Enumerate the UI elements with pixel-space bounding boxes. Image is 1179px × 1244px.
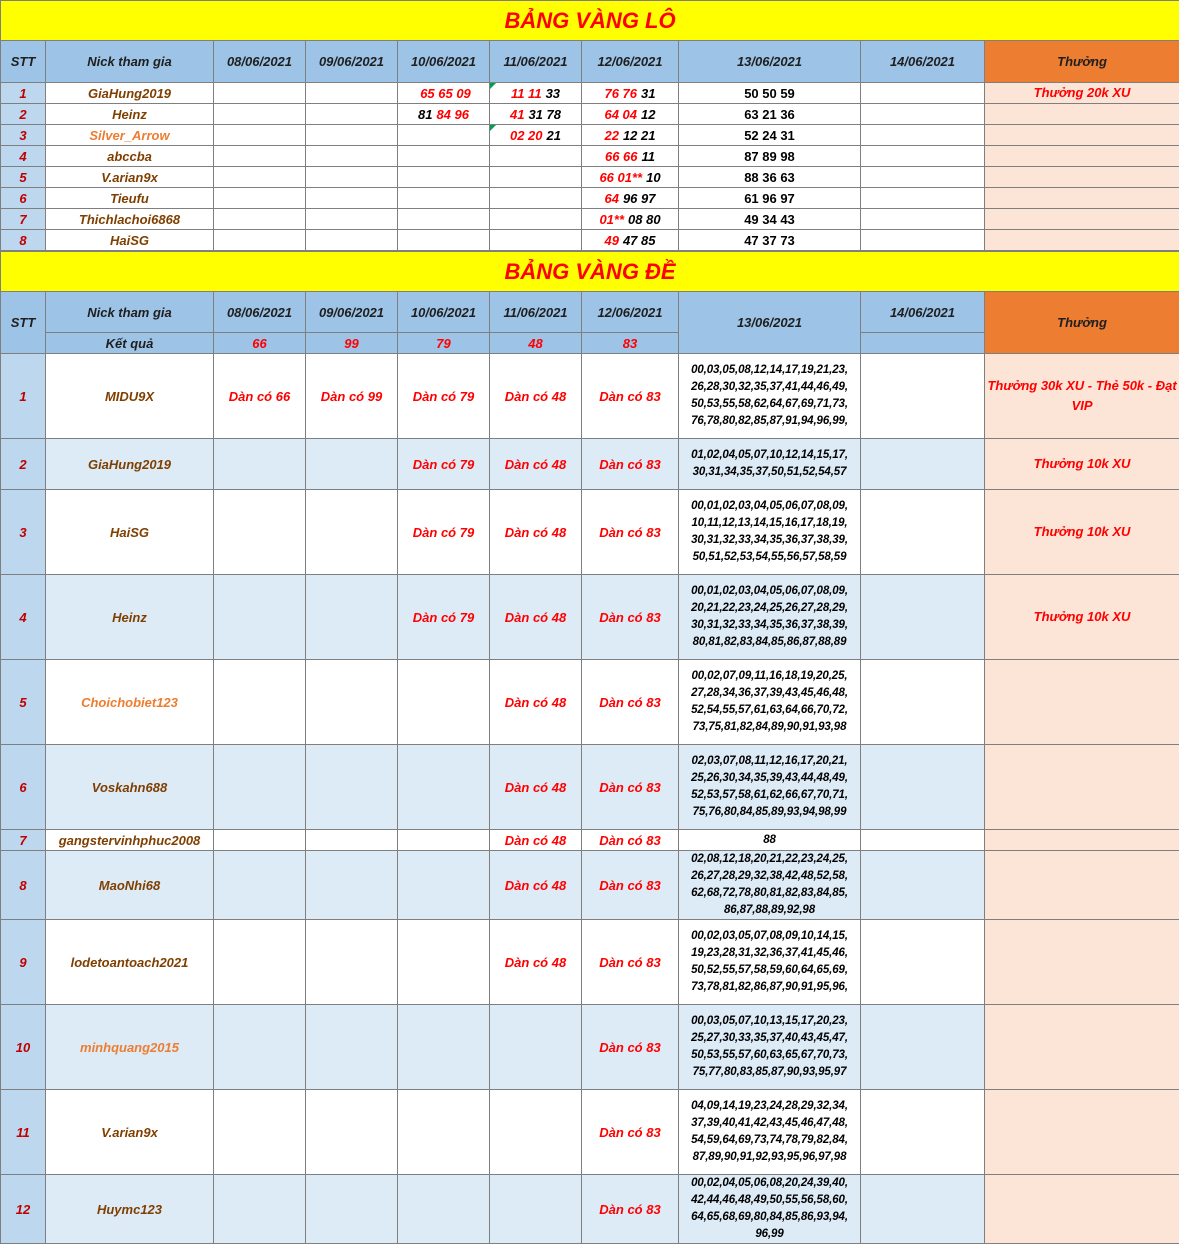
day-cell [490,146,582,167]
day-cell [861,439,985,490]
day-cell [306,104,398,125]
day-cell [582,83,679,104]
result-value: 99 [306,333,398,354]
row-number: 3 [1,490,46,575]
lo-row [1,104,1179,125]
lo-row [1,83,1179,104]
header-nick: Nick tham gia [46,41,214,83]
prize-cell [985,1005,1179,1090]
day-cell [214,745,306,830]
prize-cell: Thưởng 20k XU [985,83,1179,104]
row-number: 6 [1,188,46,209]
day-cell: Dàn có 48 [490,354,582,439]
de-header-row [1,292,1179,333]
number-red: 76 76 [604,86,637,101]
header-date: 12/06/2021 [582,292,679,333]
day-cell [306,851,398,920]
prize-cell [985,125,1179,146]
day-cell: Dàn có 83 [582,1005,679,1090]
result-empty [861,333,985,354]
day-cell: 49 34 43 [679,209,861,230]
day-cell [214,146,306,167]
day-cell: Dàn có 83 [582,575,679,660]
header-prize: Thưởng [985,292,1179,354]
nick-name: GiaHung2019 [46,439,214,490]
day-cell [214,1005,306,1090]
result-value: 83 [582,333,679,354]
day-cell [398,125,490,146]
day-cell [214,439,306,490]
header-date: 14/06/2021 [861,41,985,83]
prize-cell [985,920,1179,1005]
row-number: 4 [1,146,46,167]
row-number: 8 [1,851,46,920]
nick-name: abccba [46,146,214,167]
day-cell [398,167,490,188]
number-black: 81 [418,107,432,122]
day-cell [398,104,490,125]
row-number: 6 [1,745,46,830]
day-cell: Dàn có 83 [582,745,679,830]
row-number: 2 [1,104,46,125]
day-cell [582,167,679,188]
header-prize: Thưởng [985,41,1179,83]
header-date: 08/06/2021 [214,292,306,333]
day-cell: Dàn có 79 [398,575,490,660]
nick-name: V.arian9x [46,1090,214,1175]
day-cell [214,1090,306,1175]
day-cell [306,660,398,745]
nick-name: Heinz [46,575,214,660]
day-cell: Dàn có 83 [582,1090,679,1175]
number-list: 00,02,07,09,11,16,18,19,20,25, 27,28,34,36,37,39,43,45,46,48, 52,54,55,57,61,63,64,66,70,72, 73,75,81,82,84,89,90,91,93,98 [679,660,861,745]
day-cell [398,146,490,167]
day-cell [306,188,398,209]
day-cell [490,209,582,230]
lo-row [1,125,1179,146]
number-black: 31 78 [528,107,561,122]
day-cell [490,125,582,146]
nick-name: minhquang2015 [46,1005,214,1090]
number-black: 12 [641,107,655,122]
day-cell: Dàn có 83 [582,490,679,575]
number-red: 66 66 [605,149,638,164]
de-row [1,830,1179,851]
day-cell [306,575,398,660]
de-row [1,1090,1179,1175]
day-cell [490,230,582,251]
nick-name: HaiSG [46,230,214,251]
header-date: 11/06/2021 [490,41,582,83]
number-list: 01,02,04,05,07,10,12,14,15,17, 30,31,34,35,37,50,51,52,54,57 [679,439,861,490]
day-cell [306,146,398,167]
de-row [1,575,1179,660]
number-black: 11 [642,149,656,164]
day-cell [861,209,985,230]
de-row [1,660,1179,745]
header-date: 10/06/2021 [398,292,490,333]
day-cell [861,745,985,830]
row-number: 8 [1,230,46,251]
lo-row [1,146,1179,167]
header-date: 14/06/2021 [861,292,985,333]
header-date: 08/06/2021 [214,41,306,83]
day-cell [398,745,490,830]
row-number: 12 [1,1175,46,1244]
number-red: 66 01** [599,170,642,185]
day-cell: Dàn có 83 [582,851,679,920]
day-cell [306,490,398,575]
lo-row [1,188,1179,209]
nick-name: Thichlachoi6868 [46,209,214,230]
day-cell [582,209,679,230]
day-cell: Dàn có 79 [398,490,490,575]
number-red: 11 11 [511,86,542,101]
day-cell [398,1175,490,1244]
day-cell [861,104,985,125]
day-cell: Dàn có 83 [582,830,679,851]
header-date: 09/06/2021 [306,41,398,83]
number-red: 65 65 09 [420,86,471,101]
result-value: 66 [214,333,306,354]
day-cell [306,167,398,188]
header-date: 11/06/2021 [490,292,582,333]
number-red: 22 [604,128,618,143]
number-list: 88 [679,830,861,851]
day-cell [214,209,306,230]
row-number: 10 [1,1005,46,1090]
number-black: 10 [646,170,660,185]
day-cell [861,1005,985,1090]
number-black: 31 [641,86,655,101]
number-list: 04,09,14,19,23,24,28,29,32,34, 37,39,40,41,42,43,45,46,47,48, 54,59,64,69,73,74,78,79,82,84, 87,89,90,91,92,93,95,96,97,98 [679,1090,861,1175]
day-cell: Dàn có 48 [490,920,582,1005]
nick-name: Heinz [46,104,214,125]
result-value: 79 [398,333,490,354]
day-cell [490,1005,582,1090]
header-date: 13/06/2021 [679,41,861,83]
day-cell [306,230,398,251]
day-cell [214,1175,306,1244]
day-cell [861,188,985,209]
nick-name: Tieufu [46,188,214,209]
day-cell [861,660,985,745]
day-cell [398,851,490,920]
day-cell [398,1090,490,1175]
day-cell: Dàn có 48 [490,745,582,830]
day-cell [214,188,306,209]
nick-name: V.arian9x [46,167,214,188]
day-cell [490,104,582,125]
day-cell [306,439,398,490]
row-number: 2 [1,439,46,490]
number-list: 00,01,02,03,04,05,06,07,08,09, 20,21,22,23,24,25,26,27,28,29, 30,31,32,33,34,35,36,37,38,39, 80,81,82,83,84,85,86,87,88,89 [679,575,861,660]
day-cell: Dàn có 79 [398,354,490,439]
day-cell [214,851,306,920]
day-cell [861,354,985,439]
day-cell [861,230,985,251]
result-value: 48 [490,333,582,354]
number-red: 64 [604,191,618,206]
day-cell: 87 89 98 [679,146,861,167]
day-cell [582,146,679,167]
day-cell [214,104,306,125]
number-black: 12 21 [623,128,656,143]
day-cell [214,575,306,660]
day-cell: 50 50 59 [679,83,861,104]
number-list: 00,01,02,03,04,05,06,07,08,09, 10,11,12,13,14,15,16,17,18,19, 30,31,32,33,34,35,36,37,38,39, 50,51,52,53,54,55,56,57,58,59 [679,490,861,575]
row-number: 7 [1,830,46,851]
number-list: 00,02,04,05,06,08,20,24,39,40, 42,44,46,48,49,50,55,56,58,60, 64,65,68,69,80,84,85,86,93,94, 96,99 [679,1175,861,1244]
day-cell [861,920,985,1005]
day-cell [398,83,490,104]
row-number: 5 [1,660,46,745]
day-cell [214,167,306,188]
day-cell [861,125,985,146]
day-cell [306,125,398,146]
day-cell [306,1005,398,1090]
day-cell: Dàn có 66 [214,354,306,439]
day-cell: Dàn có 99 [306,354,398,439]
de-row [1,920,1179,1005]
day-cell [582,104,679,125]
day-cell [214,660,306,745]
nick-name: MIDU9X [46,354,214,439]
day-cell [861,146,985,167]
de-row [1,851,1179,920]
number-list: 02,03,07,08,11,12,16,17,20,21, 25,26,30,34,35,39,43,44,48,49, 52,53,57,58,61,62,66,67,70,71, 75,76,80,84,85,89,93,94,98,99 [679,745,861,830]
day-cell [861,167,985,188]
day-cell [306,745,398,830]
de-row [1,745,1179,830]
lo-row [1,167,1179,188]
number-list: 00,03,05,07,10,13,15,17,20,23, 25,27,30,33,35,37,40,43,45,47, 50,53,55,57,60,63,65,67,70,73, 75,77,80,83,85,87,90,93,95,97 [679,1005,861,1090]
prize-cell [985,660,1179,745]
de-title: BẢNG VÀNG ĐỀ [1,252,1179,292]
day-cell [306,83,398,104]
de-table [0,251,1179,1244]
day-cell [214,83,306,104]
prize-cell [985,230,1179,251]
day-cell [214,490,306,575]
day-cell [398,1005,490,1090]
de-row [1,354,1179,439]
number-red: 64 04 [604,107,637,122]
prize-cell: Thưởng 10k XU [985,490,1179,575]
nick-name: GiaHung2019 [46,83,214,104]
day-cell: Dàn có 48 [490,490,582,575]
number-black: 96 97 [623,191,656,206]
day-cell [490,83,582,104]
nick-name: MaoNhi68 [46,851,214,920]
number-list: 02,08,12,18,20,21,22,23,24,25, 26,27,28,29,32,38,42,48,52,58, 62,68,72,78,80,81,82,83,84,85, 86,87,88,89,92,98 [679,851,861,920]
number-red: 41 [510,107,524,122]
prize-cell [985,745,1179,830]
day-cell [861,490,985,575]
day-cell [306,1090,398,1175]
de-row [1,1175,1179,1244]
prize-cell [985,167,1179,188]
day-cell: Dàn có 48 [490,575,582,660]
day-cell: 88 36 63 [679,167,861,188]
day-cell [861,83,985,104]
row-number: 11 [1,1090,46,1175]
lo-table [0,0,1179,251]
row-number: 7 [1,209,46,230]
number-red: 84 96 [436,107,469,122]
day-cell: Dàn có 79 [398,439,490,490]
row-number: 4 [1,575,46,660]
de-row [1,490,1179,575]
row-number: 3 [1,125,46,146]
day-cell [490,188,582,209]
day-cell: Dàn có 48 [490,830,582,851]
day-cell [861,830,985,851]
de-row [1,439,1179,490]
lo-header-row [1,41,1179,83]
prize-cell: Thưởng 30k XU - Thẻ 50k - Đạt VIP [985,354,1179,439]
day-cell: Dàn có 83 [582,354,679,439]
day-cell: 47 37 73 [679,230,861,251]
day-cell: 61 96 97 [679,188,861,209]
day-cell [398,830,490,851]
nick-name: Voskahn688 [46,745,214,830]
day-cell [861,1175,985,1244]
day-cell [861,851,985,920]
prize-cell: Thưởng 10k XU [985,575,1179,660]
day-cell [490,1090,582,1175]
day-cell: Dàn có 83 [582,920,679,1005]
day-cell: Dàn có 48 [490,660,582,745]
header-stt: STT [1,41,46,83]
day-cell [398,209,490,230]
day-cell [582,188,679,209]
number-black: 21 [547,128,561,143]
day-cell: Dàn có 83 [582,660,679,745]
day-cell: 63 21 36 [679,104,861,125]
nick-name: gangstervinhphuc2008 [46,830,214,851]
header-date: 13/06/2021 [679,292,861,354]
lo-title: BẢNG VÀNG LÔ [1,1,1179,41]
header-date: 12/06/2021 [582,41,679,83]
day-cell [306,209,398,230]
number-red: 02 20 [510,128,543,143]
day-cell: Dàn có 83 [582,439,679,490]
result-label: Kết quả [46,333,214,354]
prize-cell [985,830,1179,851]
header-nick: Nick tham gia [46,292,214,333]
row-number: 1 [1,354,46,439]
prize-cell [985,104,1179,125]
day-cell [582,125,679,146]
row-number: 9 [1,920,46,1005]
prize-cell [985,209,1179,230]
day-cell [490,1175,582,1244]
prize-cell [985,1175,1179,1244]
day-cell [306,830,398,851]
header-stt: STT [1,292,46,354]
day-cell [861,1090,985,1175]
day-cell [398,660,490,745]
number-black: 47 85 [623,233,656,248]
day-cell [214,830,306,851]
day-cell: Dàn có 48 [490,851,582,920]
day-cell [306,920,398,1005]
nick-name: Choichobiet123 [46,660,214,745]
day-cell [398,920,490,1005]
number-black: 08 80 [628,212,661,227]
day-cell [214,125,306,146]
nick-name: Huymc123 [46,1175,214,1244]
number-red: 49 [604,233,618,248]
header-date: 10/06/2021 [398,41,490,83]
nick-name: HaiSG [46,490,214,575]
lo-row [1,209,1179,230]
nick-name: lodetoantoach2021 [46,920,214,1005]
number-list: 00,02,03,05,07,08,09,10,14,15, 19,23,28,31,32,36,37,41,45,46, 50,52,55,57,58,59,60,64,65,69, 73,78,81,82,86,87,90,91,95,96, [679,920,861,1005]
number-list: 00,03,05,08,12,14,17,19,21,23, 26,28,30,32,35,37,41,44,46,49, 50,53,55,58,62,64,67,69,71,73, 76,78,80,82,85,87,91,94,96,99, [679,354,861,439]
row-number: 1 [1,83,46,104]
day-cell [490,167,582,188]
number-black: 33 [546,86,560,101]
prize-cell [985,1090,1179,1175]
day-cell [582,230,679,251]
day-cell: Dàn có 83 [582,1175,679,1244]
day-cell [306,1175,398,1244]
prize-cell: Thưởng 10k XU [985,439,1179,490]
day-cell [214,920,306,1005]
prize-cell [985,188,1179,209]
day-cell [398,230,490,251]
nick-name: Silver_Arrow [46,125,214,146]
day-cell [398,188,490,209]
day-cell: Dàn có 48 [490,439,582,490]
de-row [1,1005,1179,1090]
day-cell [214,230,306,251]
prize-cell [985,146,1179,167]
day-cell: 52 24 31 [679,125,861,146]
row-number: 5 [1,167,46,188]
lo-row [1,230,1179,251]
header-date: 09/06/2021 [306,292,398,333]
day-cell [861,575,985,660]
prize-cell [985,851,1179,920]
number-red: 01** [599,212,624,227]
